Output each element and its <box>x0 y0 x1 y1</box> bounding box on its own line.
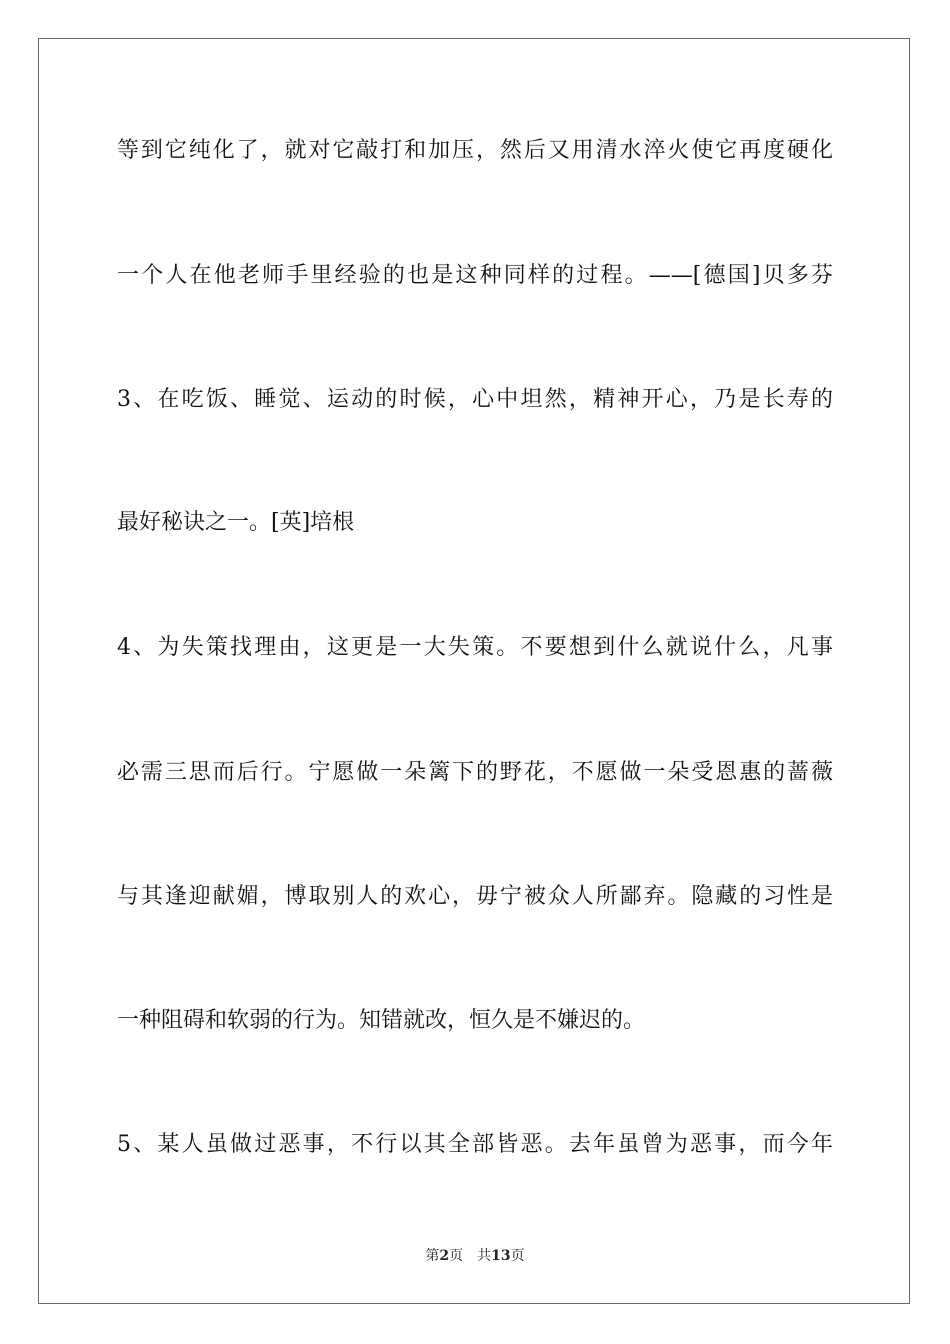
page-border <box>38 38 910 1304</box>
text-line-4: 最好秘诀之一。[英]培根 <box>117 510 355 535</box>
total-suffix: 页 <box>510 1248 525 1264</box>
total-prefix: 共 <box>477 1248 492 1264</box>
page-footer <box>0 1246 950 1266</box>
page-prefix: 第 <box>425 1248 440 1264</box>
text-line-7: 与其逢迎献媚，博取别人的欢心，毋宁被众人所鄙弃。隐藏的习性是 <box>117 884 833 909</box>
text-line-9: 5、某人虽做过恶事，不行以其全部皆恶。去年虽曾为恶事，而今年 <box>117 1132 833 1157</box>
text-line-1: 等到它纯化了，就对它敲打和加压，然后又用清水淬火使它再度硬化 <box>117 138 833 163</box>
text-line-6: 必需三思而后行。宁愿做一朵篱下的野花，不愿做一朵受恩惠的蔷薇 <box>117 760 833 785</box>
page-suffix: 页 <box>449 1248 464 1264</box>
page-current: 2 <box>439 1248 450 1264</box>
page-total: 13 <box>491 1248 511 1264</box>
text-line-5: 4、为失策找理由，这更是一大失策。不要想到什么就说什么，凡事 <box>117 635 833 660</box>
text-line-8: 一种阻碍和软弱的行为。知错就改，恒久是不嫌迟的。 <box>117 1008 646 1033</box>
text-line-2: 一个人在他老师手里经验的也是这种同样的过程。——[德国]贝多芬 <box>117 263 833 288</box>
text-line-3: 3、在吃饭、睡觉、运动的时候，心中坦然，精神开心，乃是长寿的 <box>117 387 833 412</box>
